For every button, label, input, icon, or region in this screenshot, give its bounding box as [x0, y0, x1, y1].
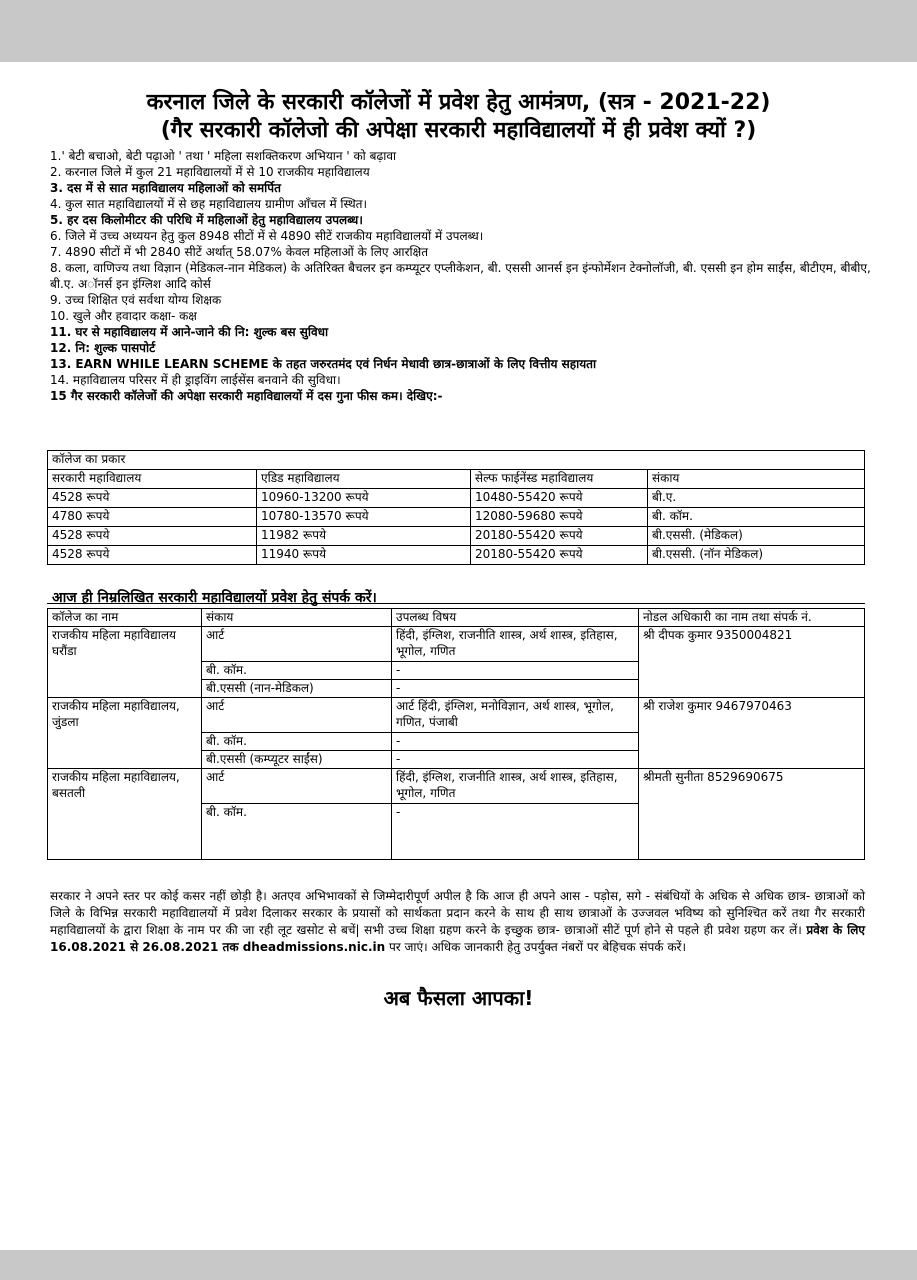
point-3: 3. दस में से सात महाविद्यालय महिलाओं को समर्पित	[50, 181, 281, 195]
fee-cell: 11940 रूपये	[257, 546, 471, 565]
fee-header-self: सेल्फ फाईनेंस्ड महाविद्यालय	[471, 470, 648, 489]
fee-cell: बी.एससी. (नॉन मेडिकल)	[648, 546, 865, 565]
officer-cell: श्री राजेश कुमार 9467970463	[639, 698, 865, 769]
college-name: राजकीय महिला महाविद्यालय, जुंडला	[48, 698, 202, 769]
faculty-cell: बी.एससी (कम्प्यूटर साईंस)	[202, 751, 392, 769]
points-list	[50, 148, 880, 404]
divider	[47, 603, 865, 604]
page-subtitle: (गैर सरकारी कॉलेजो की अपेक्षा सरकारी महाविद्यालयों में ही प्रवेश क्यों ?)	[160, 118, 757, 143]
table-row	[48, 698, 865, 733]
contact-header-college: कॉलेज का नाम	[48, 609, 202, 627]
point-13: 13. EARN WHILE LEARN SCHEME के तहत जरुरतमंद एवं निर्धन मेधावी छात्र-छात्राओं के लिए वित्तीय सहायता	[50, 357, 597, 371]
faculty-cell: बी. कॉम.	[202, 804, 392, 860]
contact-header-faculty: संकाय	[202, 609, 392, 627]
fee-caption-row	[48, 451, 865, 470]
point-5: 5. हर दस किलोमीटर की परिधि में महिलाओं हेतु महाविद्यालय उपलब्ध।	[50, 213, 363, 227]
notice-page	[0, 62, 917, 1250]
table-row	[48, 527, 865, 546]
subjects-cell: हिंदी, इंग्लिश, राजनीति शास्त्र, अर्थ शास्त्र, इतिहास, भूगोल, गणित	[392, 627, 639, 662]
subjects-cell: -	[392, 680, 639, 698]
fee-cell: 20180-55420 रूपये	[471, 527, 648, 546]
officer-cell: श्री दीपक कुमार 9350004821	[639, 627, 865, 698]
fee-cell: 10780-13570 रूपये	[257, 508, 471, 527]
fee-header-row	[48, 470, 865, 489]
faculty-cell: आर्ट	[202, 698, 392, 733]
closing-tail: पर जाएं। अधिक जानकारी हेतु उपर्युक्त नंबरों पर बेहिचक संपर्क करें।	[385, 940, 686, 954]
subjects-cell: आर्ट हिंदी, इंग्लिश, मनोविज्ञान, अर्थ शास्त्र, भूगोल, गणित, पंजाबी	[392, 698, 639, 733]
point-8: 8. कला, वाणिज्य तथा विज्ञान (मेडिकल-नान मेडिकल) के अतिरिक्त बैचलर इन कम्प्यूटर एप्लीकेशन, बी. एससी आनर्स इन इंन्फोर्मेशन टेक्नोलॉजी, बी. एससी इन होम साईंस, बीटीएम, बीबीए, बी.ए. अॉनर्स इन इंग्लिश आदि कोर्स	[50, 261, 871, 291]
subjects-cell: हिंदी, इंग्लिश, राजनीति शास्त्र, अर्थ शास्त्र, इतिहास, भूगोल, गणित	[392, 769, 639, 804]
point-10: 10. खुले और हवादार कक्षा- कक्ष	[50, 309, 197, 323]
subjects-cell: -	[392, 662, 639, 680]
table-row	[48, 769, 865, 804]
table-row	[48, 627, 865, 662]
fee-caption: कॉलेज का प्रकार	[48, 451, 865, 470]
table-row	[48, 546, 865, 565]
fee-cell: 4528 रूपये	[48, 527, 257, 546]
contact-header-officer: नोडल अधिकारी का नाम तथा संपर्क नं.	[639, 609, 865, 627]
faculty-cell: आर्ट	[202, 627, 392, 662]
table-row	[48, 508, 865, 527]
fee-header-aided: एडिड महाविद्यालय	[257, 470, 471, 489]
fee-cell: बी.ए.	[648, 489, 865, 508]
point-12: 12. नि: शुल्क पासपोर्ट	[50, 341, 156, 355]
fee-cell: बी. कॉम.	[648, 508, 865, 527]
point-11: 11. घर से महाविद्यालय में आने-जाने की नि: शुल्क बस सुविधा	[50, 325, 329, 339]
fee-cell: 4528 रूपये	[48, 546, 257, 565]
admission-dates: प्रवेश के लिए 16.08.2021 से 26.08.2021 तक dheadmissions.nic.in	[50, 923, 865, 954]
closing-text: सरकार ने अपने स्तर पर कोई कसर नहीं छोड़ी है। अतएव अभिभावकों से जिम्मेदारीपूर्ण अपील है कि आज ही अपने आस - पड़ोस, सगे - संबंधियों के अधिक से अधिक छात्र- छात्राओं को जिले के विभिन्न सरकारी महाविद्यालयों में प्रवेश दिलाकर सरकार के प्रयासों को सार्थकता प्रदान करने के साथ ही साथ छात्राओं के उज्जवल भविष्य को सुनिश्चित करें तथा गैर सरकारी महाविद्यालयों के द्वारा शिक्षा के नाम पर की जा रही लूट खसोट से बचें| सभी उच्च शिक्षा ग्रहण करने के इच्छुक छात्र- छात्राओं सीटें पूर्ण होने से पहले ही प्रवेश ग्रहण कर लें।	[50, 889, 865, 937]
subjects-cell: -	[392, 733, 639, 751]
subjects-cell: -	[392, 751, 639, 769]
table-row	[48, 489, 865, 508]
fee-cell: 10960-13200 रूपये	[257, 489, 471, 508]
point-9: 9. उच्च शिक्षित एवं सर्वथा योग्य शिक्षक	[50, 293, 222, 307]
fee-cell: 12080-59680 रूपये	[471, 508, 648, 527]
fee-header-govt: सरकारी महाविद्यालय	[48, 470, 257, 489]
contact-header-subjects: उपलब्ध विषय	[392, 609, 639, 627]
fee-cell: बी.एससी. (मेडिकल)	[648, 527, 865, 546]
fee-cell: 4528 रूपये	[48, 489, 257, 508]
closing-paragraph	[50, 888, 865, 956]
faculty-cell: बी. कॉम.	[202, 662, 392, 680]
contact-header-row	[48, 609, 865, 627]
point-14: 14. महाविद्यालय परिसर में ही ड्राइविंग लाईसेंस बनवाने की सुविधा।	[50, 373, 341, 387]
fee-header-faculty: संकाय	[648, 470, 865, 489]
college-name: राजकीय महिला महाविद्यालय, बसतली	[48, 769, 202, 860]
point-4: 4. कुल सात महाविद्यालयों में से छह महाविद्यालय ग्रामीण आँचल में स्थित।	[50, 197, 368, 211]
college-name: राजकीय महिला महाविद्यालय घरौंडा	[48, 627, 202, 698]
fee-table	[47, 450, 865, 565]
final-slogan: अब फैसला आपका!	[383, 986, 534, 1010]
point-7: 7. 4890 सीटों में भी 2840 सीटें अर्थात् 58.07% केवल महिलाओं के लिए आरक्षित	[50, 245, 429, 259]
page-title: करनाल जिले के सरकारी कॉलेजों में प्रवेश हेतु आमंत्रण, (सत्र - 2021-22)	[146, 90, 771, 115]
faculty-cell: आर्ट	[202, 769, 392, 804]
point-15: 15 गैर सरकारी कॉलेजों की अपेक्षा सरकारी महाविद्यालयों में दस गुना फीस कम। देखिए:-	[50, 389, 443, 403]
faculty-cell: बी.एससी (नान-मेडिकल)	[202, 680, 392, 698]
fee-cell: 10480-55420 रूपये	[471, 489, 648, 508]
officer-cell: श्रीमती सुनीता 8529690675	[639, 769, 865, 860]
faculty-cell: बी. कॉम.	[202, 733, 392, 751]
point-6: 6. जिले में उच्च अध्ययन हेतु कुल 8948 सीटों में से 4890 सीटें राजकीय महाविद्यालयों में उपलब्ध।	[50, 229, 484, 243]
fee-cell: 20180-55420 रूपये	[471, 546, 648, 565]
fee-cell: 11982 रूपये	[257, 527, 471, 546]
subjects-cell: -	[392, 804, 639, 860]
contact-heading: आज ही निम्रलिखित सरकारी महाविद्यालयों प्रवेश हेतु संपर्क करें।	[52, 590, 377, 606]
contact-table	[47, 608, 865, 860]
fee-cell: 4780 रूपये	[48, 508, 257, 527]
point-2: 2. करनाल जिले में कुल 21 महाविद्यालयों में से 10 राजकीय महाविद्यालय	[50, 165, 370, 179]
point-1: 1.' बेटी बचाओ, बेटी पढ़ाओ ' तथा ' महिला सशक्तिकरण अभियान ' को बढ़ावा	[50, 149, 397, 163]
